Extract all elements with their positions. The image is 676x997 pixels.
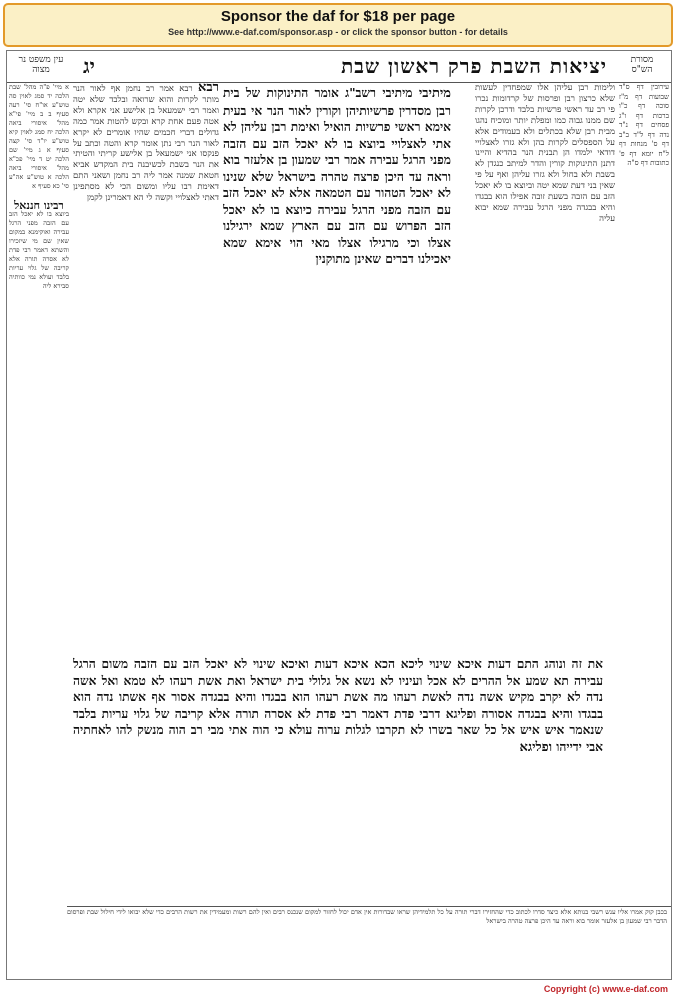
tosafot-text: רבא אמר רב נחמן אף לאור הנר מותר לקרות והוא שרואה ובלבד שלא יטה ואמר רבי ישמעאל בן אלישע אני אקרא ולא אטה פעם אחת קרא ובקש להטות אמר כמה גדולים דברי חכמים שהיו אומרים לא יקרא לאור הנר רבי נתן אומר קרא והטה וכתב על פנקסו אני ישמעאל בן אלישע קריתי והטיתי את הנר בשבת לכשיבנה בית המקדש אביא חטאת שמנה אמר ליה רב נחמן ושאני התם דאימת רבו עליו ומשום הכי לא מסתפינן דאתי לאצלויי וקשה לי הא דאמרינן לקמן [73,84,219,204]
chapter-title: יציאות השבת פרק ראשון שבת [341,54,607,78]
ein-mishpat-column [9,83,69,973]
page-number: יג [83,54,95,78]
bottom-commentary [67,908,667,972]
ein-mishpat-label: עין משפט נר מצוה [18,55,64,75]
sponsor-title[interactable]: Sponsor the daf for $18 per page [220,8,456,25]
masoret-text: עירובין דף ס"ד שבועות דף מ"ז סוכה דף כ"ו ברכות דף ו"ג פסחים דף נ"ד נדה דף ל"ד ב"ב דף ס' מנחות דף ל"ח יומא דף פ' כתובות דף ס"ה [619,83,669,167]
bottom-commentary-text: בכבן קוק אמרו אליו ענש רשבי בנותא אלא כיצד סדרו לכתוב כדי שהחזירו דברי תורה על כל תלמידיהן שראו שבדורות אין אדם יכול לחזור למקום שנכנס רבים ואין להם רשות ומעמידין את רשות הרבים כדי שלא יבואו לידי חילול שבת ופרסום הדבר רבי שמעון בן אלעזר אומר בוא וראה עד היכן פרצה טהרה בישראל [67,908,667,925]
gemara-opening-word: מיתיבי [418,86,451,101]
tosafot-opening-word: רבא [198,83,219,95]
masoret-hashas-column [619,83,669,973]
gemara-text: מיתיבי רשב"ג אומר התינוקות של בית רבן מסדרין פרשיותיהן וקורין לאור הנר אי בעית אימא ראשי פרשיות הואיל ואימת רבן עליהן לא אתי לאצלויי ביוצא בו לא יאכל הזב עם הזבה מפני הרגל עבירה אמר רבי שמעון בן אלעזר בוא וראה עד היכן פרצה טהרה בישראל שלא שנינו לא יאכל הטהור עם הטמאה אלא לא יאכל הזב עם הזבה מפני הרגל עבירה כיוצא בו לא יאכל הזב הפרוש עם הזב עם הארץ שמא ירגילנו אצלו וכי מרגילו אצלו מאי הוי אימא שמא יאכילנו דברים שאינן מתוקנין [223,86,451,266]
rashi-commentary [475,83,615,653]
bottom-divider [67,906,671,907]
rabbenu-chananel-text: ביוצא בו לא יאכל הזב עם הזבה מפני הרגל עבירה ואוקימנא במקום שאין שם מי שיזכירו והשתא דאמר רבי פדת לא אסרה תורה אלא קריבה של גלוי עריות בלבד ועולא נמי כוותיה סבירא ליה [9,210,69,290]
tosafot-commentary [73,83,219,703]
rabbenu-chananel-heading: רבינו חננאל [14,199,64,212]
sponsor-banner[interactable] [3,3,673,47]
gemara-main-text [223,85,451,650]
sponsor-subtitle[interactable]: See http://www.e-daf.com/sponsor.asp - or click the sponsor button - for details [168,27,508,37]
ufligna-label: ופליגא [519,739,553,755]
ein-mishpat-text: א מיי' פ"ה מהל' שבת הלכה יד סמג לאוין סה טוש"ע או"ח סי' רעה סעיף ב ב מיי' פי"א מהל' איסורי ביאה הלכה יח סמג לאוין קיא טוש"ע יו"ד סי' קצה סעיף א ג מיי' שם הלכה יט ד מיי' פכ"א מהל' איסורי ביאה הלכה א טוש"ע אה"ע סי' כא סעיף א [9,83,69,190]
copyright-link[interactable]: Copyright (c) www.e-daf.com [543,984,668,994]
rashi-text: ולימות רבן עליהן אלו שמפחדין לעשות שלא כרצון רבן ופרסות של קרדומות נכרו פי רב עד ראשי פרשיות בלבד ודרכן לקרות שם ממנו גבוה כמו ומפלת יותר ומוכיח נהגו מבית רבן שלא בכתלים ולא בעמודים אלא על הספסלים לקרות בהן ולא גזרו לאצלויי דודאי ילמדו הן תבנית הנר בהדיא והיינו דתנן התינוקות קורין והדר למיתב כנגדן לא בשבת ולא בחול ולא גזרו עליהן ואף על פי שאין בני דעת שמא יטה וביוצא בו לא יאכל הזב עם הזבה בשעת זובה אפילו הוא בבגדו והיא בבגדה מפני הרגל עבירה שמא יבוא עליה [475,83,615,224]
talmud-page [6,50,672,980]
gemara-continuation [73,656,603,904]
gemara-continuation-text: את זה ונוהג התם דעות איכא שינוי ליכא הכא איכא דעות ואיכא שינוי לא יאכל הזב עם הזבה משום הרגל עבירה תא שמע אל ההרים לא אכל ועיניו לא נשא אל גלולי בית ישראל ואת אשת רעהו לא טמא ואל אשה נדה לא יקרב מקיש אשה נדה לאשת רעהו מה אשת רעהו הוא בבגדו והיא בבגדה אסור אף אשתו נדה הוא בבגדו והיא בבגדה אסורה ופליגא דרבי פדת דאמר רבי פדת לא אסרה תורה אלא קריבה של גלוי עריות בלבד שנאמר איש איש אל כל שאר בשרו לא תקרבו לגלות ערוה עולא כי הוה אתי מבי רב הוה מנשק להו לאחתיה אבי ידייהו [73,657,603,754]
page-header [7,53,671,81]
masoret-label: מסורת הש"ס [630,55,654,75]
